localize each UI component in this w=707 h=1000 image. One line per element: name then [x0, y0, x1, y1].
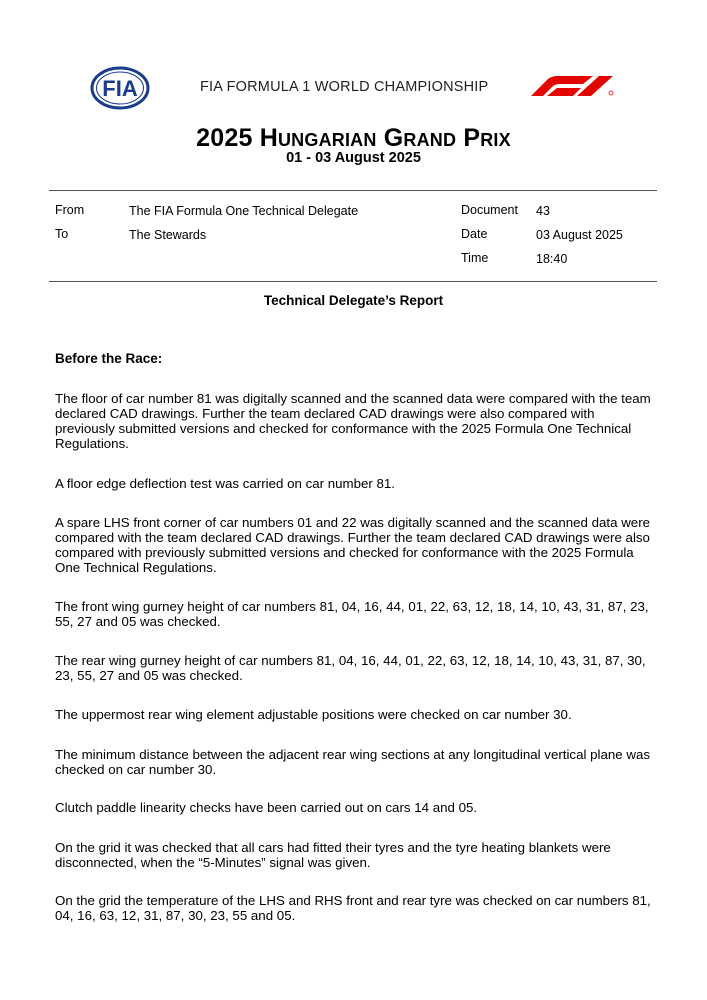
date-label: Date — [461, 227, 488, 241]
document-number: 43 — [536, 204, 550, 218]
report-paragraph: The floor of car number 81 was digitally scanned and the scanned data were compared with the team declared CAD drawings. Further the team declared CAD drawings were also compared with previously submitted versions and checked for conformance with the 2025 Formula One Technical Regulations. — [55, 391, 651, 451]
to-value: The Stewards — [129, 228, 207, 242]
championship-name: FIA FORMULA 1 WORLD CHAMPIONSHIP — [200, 79, 489, 95]
report-paragraph: The rear wing gurney height of car numbers 81, 04, 16, 44, 01, 22, 63, 12, 18, 14, 10, 43, 31, 87, 30, 23, 55, 27 and 05 was checked. — [55, 653, 646, 683]
report-paragraph: The minimum distance between the adjacent rear wing sections at any longitudinal vertical plane was checked on car number 30. — [55, 747, 650, 777]
from-value: The FIA Formula One Technical Delegate — [129, 204, 359, 218]
report-paragraph: A spare LHS front corner of car numbers 01 and 22 was digitally scanned and the scanned data were compared with the team declared CAD drawings. Further the team declared CAD drawings were also compared with previously submitted versions and checked for conformance with the 2025 Formula One Technical Regulations. — [55, 515, 651, 575]
report-paragraph: Clutch paddle linearity checks have been carried out on cars 14 and 05. — [55, 800, 478, 815]
report-title: Technical Delegate’s Report — [263, 293, 444, 308]
document-label: Document — [461, 203, 518, 217]
header-divider-top — [49, 190, 657, 191]
f1-logo-icon — [529, 74, 615, 98]
time-label: Time — [461, 251, 489, 265]
section-heading: Before the Race: — [55, 351, 163, 366]
to-label: To — [55, 227, 69, 241]
report-paragraph: On the grid it was checked that all cars had fitted their tyres and the tyre heating blankets were disconnected, when the “5-Minutes” signal was given. — [55, 840, 611, 870]
date-value: 03 August 2025 — [536, 228, 623, 242]
report-paragraph: A floor edge deflection test was carried on car number 81. — [55, 476, 395, 491]
fia-logo-icon — [90, 66, 150, 110]
document-header — [0, 62, 707, 112]
time-value: 18:40 — [536, 252, 568, 266]
header-divider-bottom — [49, 281, 657, 282]
report-paragraph: The uppermost rear wing element adjustable positions were checked on car number 30. — [55, 707, 572, 722]
event-dates: 01 - 03 August 2025 — [286, 150, 421, 166]
fia-logo-text: FIA — [102, 76, 138, 101]
report-paragraph: On the grid the temperature of the LHS and RHS front and rear tyre was checked on car numbers 81, 04, 16, 63, 12, 31, 87, 30, 23, 55 and 05. — [55, 893, 651, 923]
from-label: From — [55, 203, 85, 217]
report-paragraph: The front wing gurney height of car numbers 81, 04, 16, 44, 01, 22, 63, 12, 18, 14, 10, 43, 31, 87, 23, 55, 27 and 05 was checked. — [55, 599, 649, 629]
event-title: 2025 Hungarian Grand Prix — [196, 124, 511, 152]
